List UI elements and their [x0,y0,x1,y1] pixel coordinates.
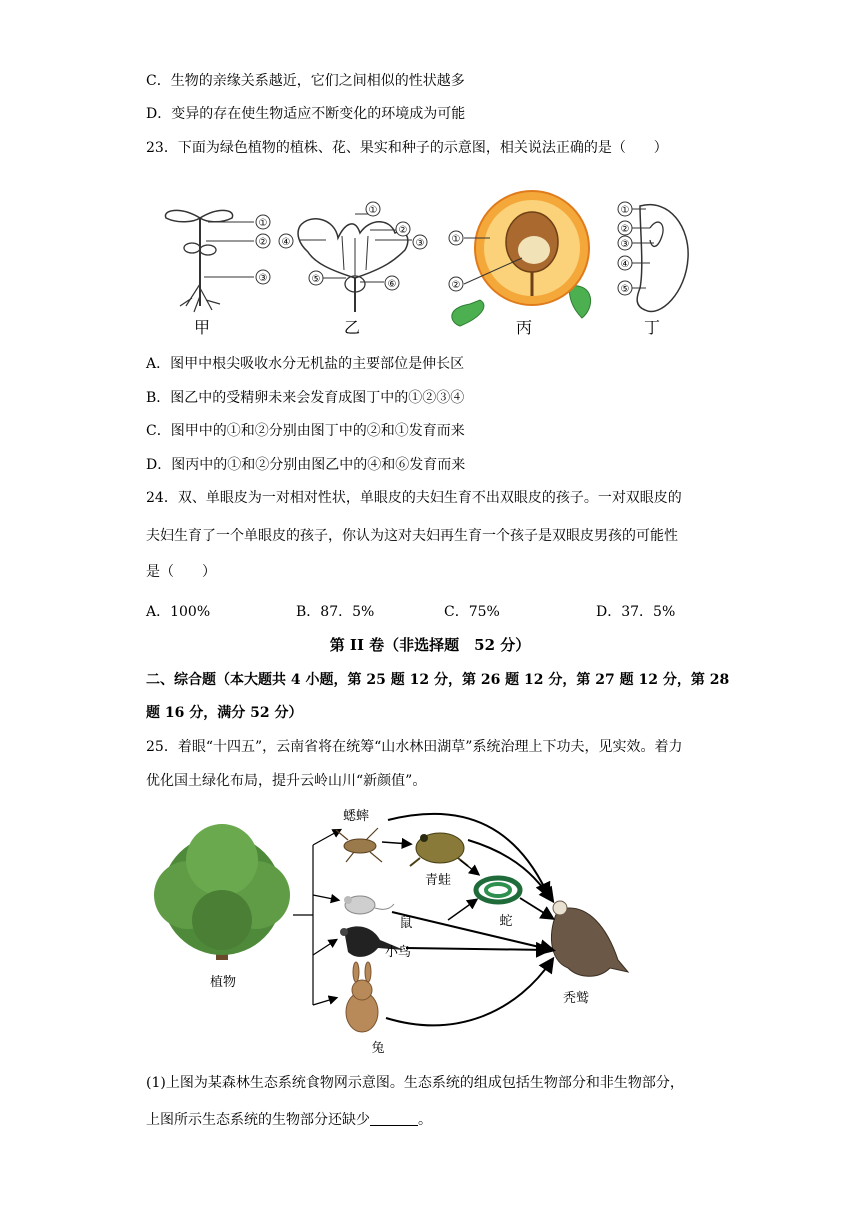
question-24-line-2: 夫妇生育了一个单眼皮的孩子，你认为这对夫妇再生育一个孩子是双眼皮男孩的可能性 [146,528,678,544]
sub-question-1-line-2 [146,1110,432,1130]
plant-tree-icon [154,824,290,960]
caption-ding: 丁 [643,318,661,337]
ding-label-3: ③ [620,239,630,250]
q23-option-d: D．图丙中的①和②分别由图乙中的④和⑥发育而来 [146,457,466,473]
food-web-figure [148,800,648,1062]
label-plant: 植物 [209,975,237,990]
seed-diagram-ding [618,202,688,311]
q24-option-d: D．37．5% [596,604,676,620]
caption-yi: 乙 [343,318,361,337]
vulture-icon [551,901,628,976]
jia-label-1: ① [258,218,268,229]
ding-label-1: ① [620,205,630,216]
ding-label-4: ④ [620,259,630,270]
part-2-heading-line-1: 二、综合题（本大题共 4 小题，第 25 题 12 分，第 26 题 12 分，第 27 题 12 分，第 28 [146,672,730,688]
question-24-line-1: 24．双、单眼皮为一对相对性状，单眼皮的夫妇生育不出双眼皮的孩子。一对双眼皮的 [146,490,682,506]
yi-label-4: ④ [281,237,291,248]
q24-option-b: B．87．5% [296,604,375,620]
q24-option-a: A．100% [146,604,211,620]
question-25-line-1: 25．着眼“十四五”，云南省将在统筹“山水林田湖草”系统治理上下功夫，见实效。着力 [146,739,683,755]
cricket-icon [336,828,382,862]
q23-option-c: C．图甲中的①和②分别由图丁中的②和①发育而来 [146,423,465,439]
figure-23 [150,188,710,340]
caption-bing: 丙 [515,318,533,337]
ding-label-2: ② [620,224,630,235]
q23-option-b: B．图乙中的受精卵未来会发育成图丁中的①②③④ [146,390,465,406]
jia-label-2: ② [258,237,268,248]
bing-label-2: ② [451,280,461,291]
jia-label-3: ③ [258,273,268,284]
option-d: D．变异的存在使生物适应不断变化的环境成为可能 [146,106,466,122]
bing-label-1: ① [451,234,461,245]
label-frog: 青蛙 [424,873,452,888]
part-2-heading-line-2: 题 16 分，满分 52 分） [146,705,303,721]
flower-diagram-yi [279,202,427,312]
snake-icon [476,878,520,902]
label-snake: 蛇 [499,914,513,929]
plant-diagram-jia [165,210,270,312]
section-title: 第 II 卷（非选择题 52 分） [329,636,531,654]
question-25-line-2: 优化国土绿化布局，提升云岭山川“新颜值”。 [146,773,427,789]
yi-label-6: ⑥ [387,279,397,290]
option-c: C．生物的亲缘关系越近，它们之间相似的性状越多 [146,73,465,89]
rabbit-icon [346,962,378,1032]
sub-question-1-text: 上图所示生态系统的生物部分还缺少 [146,1112,370,1128]
question-23: 23．下面为绿色植物的植株、花、果实和种子的示意图，相关说法正确的是（ ） [146,140,668,156]
frog-icon [410,833,468,866]
label-rabbit: 兔 [371,1041,385,1056]
label-bird: 小鸟 [384,945,412,960]
fruit-diagram-bing [449,191,591,326]
caption-jia: 甲 [193,318,211,337]
yi-label-5: ⑤ [311,274,321,285]
ding-label-5: ⑤ [620,284,630,295]
label-mouse: 鼠 [399,916,413,931]
mouse-icon [344,896,394,914]
yi-label-2: ② [398,225,408,236]
yi-label-1: ① [368,205,378,216]
label-vulture: 秃鹫 [562,991,590,1006]
q23-option-a: A．图甲中根尖吸收水分无机盐的主要部位是伸长区 [146,356,465,372]
q24-option-c: C．75% [444,604,500,620]
answer-blank[interactable] [370,1111,418,1126]
sub-question-1-end: 。 [418,1112,432,1128]
label-cricket: 蟋蟀 [342,809,370,824]
question-24-line-3: 是（ ） [146,564,216,580]
sub-question-1-line-1: (1)上图为某森林生态系统食物网示意图。生态系统的组成包括生物部分和非生物部分， [146,1075,684,1091]
yi-label-3: ③ [415,238,425,249]
